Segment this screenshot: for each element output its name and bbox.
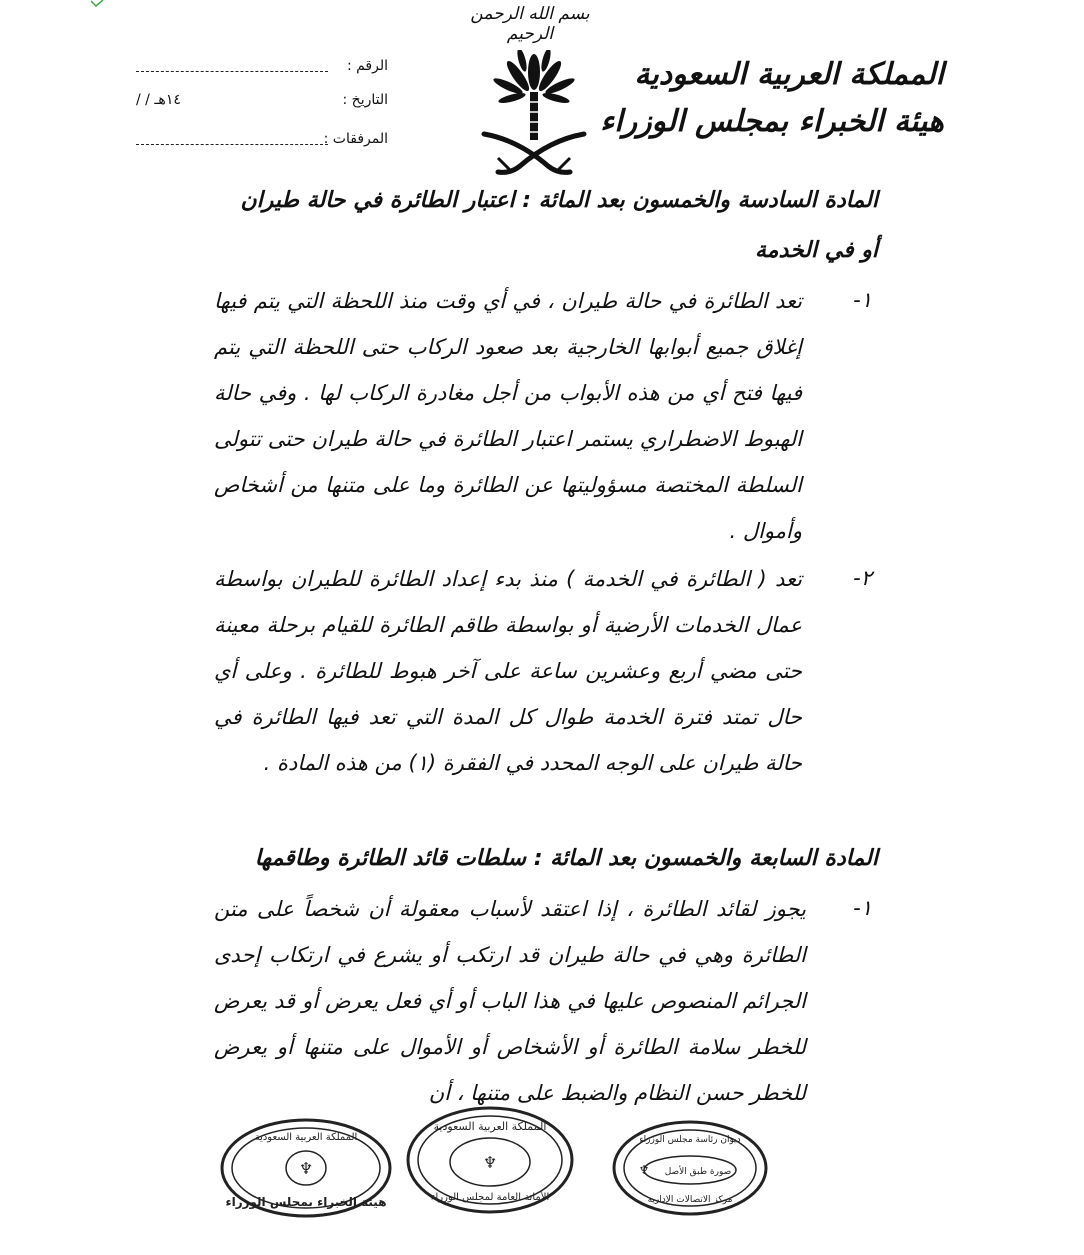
cabinet-office-stamp-top-text: ديوان رئاسة مجلس الوزراء xyxy=(639,1135,741,1145)
article-156-item-1-text: تعد الطائرة في حالة طيران ، في أي وقت منذ اللحظة التي يتم فيها إغلاق جميع أبوابها الخارجية بعد صعود الركاب حتى اللحظة التي يتم فيها فتح أي من هذه الأبواب من أجل مغادرة الركاب لها . وفي حالة الهبوط الاضطراري يستمر اعتبار الطائرة في حالة طيران حتى تتولى السلطة المختصة مسؤوليتها عن الطائرة وما على متنها من أشخاص وأموال . xyxy=(214,289,802,543)
cabinet-office-stamp-seal xyxy=(610,1118,770,1218)
date-label: التاريخ : xyxy=(342,92,388,108)
reference-line xyxy=(136,71,328,72)
corner-check-mark xyxy=(90,0,104,8)
cabinet-office-stamp-bottom-text: مركز الاتصالات الإدارية xyxy=(647,1195,733,1205)
date-value: ١٤هـ / / xyxy=(136,92,181,108)
reference-label: الرقم : xyxy=(346,58,388,74)
attachments-field xyxy=(136,131,388,153)
organization-name xyxy=(600,52,944,145)
article-156-title-line1: المادة السادسة والخمسون بعد المائة : اعتبار الطائرة في حالة طيران xyxy=(240,188,878,213)
article-157-item-1-number: ١- xyxy=(853,896,872,920)
article-156-item-1-number: ١- xyxy=(853,288,872,312)
attachments-line xyxy=(136,144,328,145)
secretariat-stamp-top-text: المملكة العربية السعودية xyxy=(433,1120,547,1133)
article-157-title: المادة السابعة والخمسون بعد المائة : سلطات قائد الطائرة وطاقمها xyxy=(254,846,878,871)
bureau-stamp-top-text: المملكة العربية السعودية xyxy=(254,1132,358,1143)
svg-text:♆: ♆ xyxy=(482,1153,498,1172)
secretariat-stamp-seal xyxy=(404,1104,576,1216)
article-156-item-2-text: تعد ( الطائرة في الخدمة ) منذ بدء إعداد الطائرة للطيران بواسطة عمال الخدمات الأرضية أو بواسطة طاقم الطائرة للقيام برحلة معينة حتى مضي أربع وعشرين ساعة على آخر هبوط للطائرة . وعلى أي حال تمتد فترة الخدمة طوال كل المدة التي تعد فيها الطائرة في حالة طيران على الوجه المحدد في الفقرة (١) من هذه المادة . xyxy=(214,567,802,775)
reference-number-field xyxy=(136,58,388,80)
svg-text:♆: ♆ xyxy=(638,1163,650,1177)
attachments-label: المرفقات : xyxy=(323,131,388,147)
cabinet-office-stamp-center-text: صورة طبق الأصل xyxy=(664,1167,732,1177)
bureau-stamp-seal xyxy=(220,1118,392,1218)
article-157-item-1-text: يجوز لقائد الطائرة ، إذا اعتقد لأسباب معقولة أن شخصاً على متن الطائرة وهي في حالة طيران قد ارتكب أو يشرع في ارتكاب إحدى الجرائم المنصوص عليها في هذا الباب أو أي فعل يعرض أو قد يعرض للخطر سلامة الطائرة أو الأشخاص أو الأموال على متنها أو يعرض للخطر حسن النظام والضبط على متنها ، أن xyxy=(214,897,806,1105)
palm-swords-emblem-icon xyxy=(478,50,590,178)
org-line-bureau: هيئة الخبراء بمجلس الوزراء xyxy=(600,103,944,139)
svg-text:♆: ♆ xyxy=(298,1159,314,1178)
secretariat-stamp-bottom-text: الأمانة العامة لمجلس الوزراء xyxy=(430,1192,550,1203)
org-line-kingdom: المملكة العربية السعودية xyxy=(634,57,944,92)
date-field xyxy=(136,92,388,114)
basmala: بسم الله الرحمن الرحيم xyxy=(470,4,590,44)
bureau-stamp-bottom-text: هيئة الخبراء بمجلس الوزراء xyxy=(225,1195,387,1209)
article-156-title-line2: أو في الخدمة xyxy=(754,238,878,263)
article-156-item-2-number: ٢- xyxy=(853,566,872,590)
